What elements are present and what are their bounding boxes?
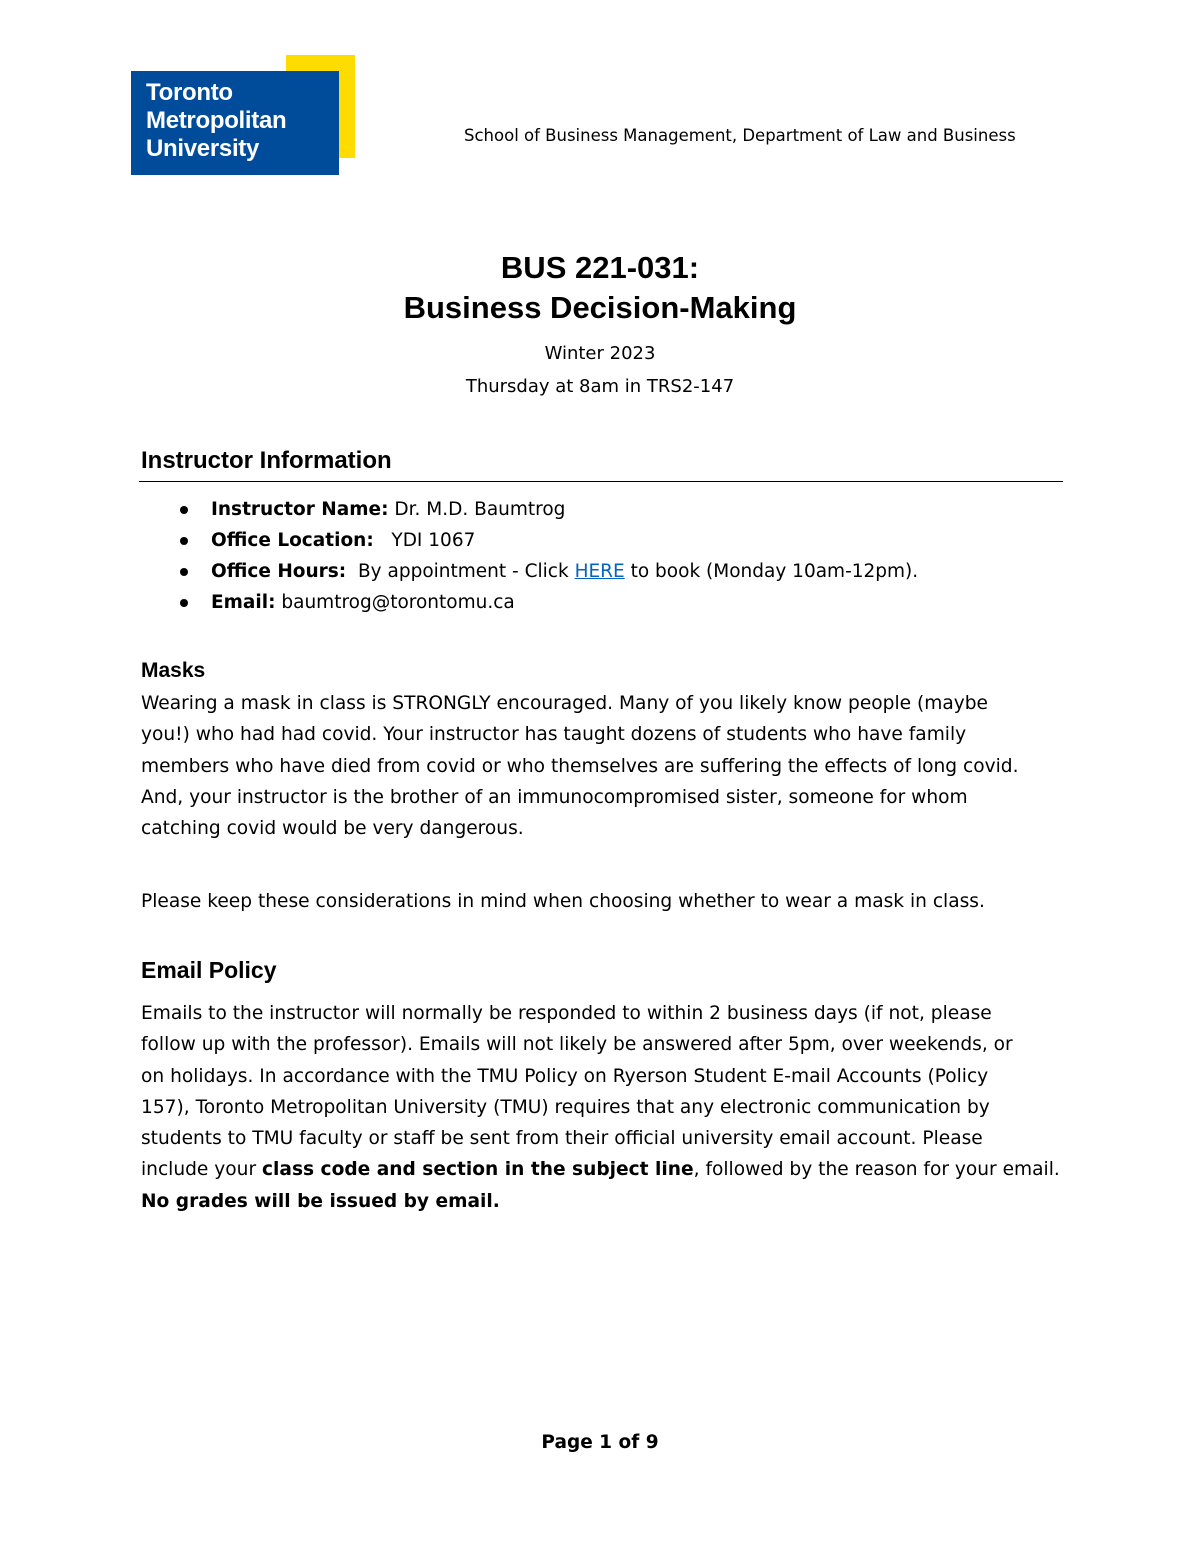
logo-line-3: University bbox=[146, 135, 260, 162]
logo-line-1: Toronto bbox=[146, 79, 233, 106]
course-schedule: Thursday at 8am in TRS2-147 bbox=[465, 376, 735, 397]
bullet-icon bbox=[180, 599, 188, 607]
masks-closing: Please keep these considerations in mind when choosing whether to wear a mask in class. bbox=[141, 891, 985, 912]
email-policy-line: students to TMU faculty or staff be sent from their official university email account. Please bbox=[141, 1128, 983, 1150]
instructor-name-label: Instructor Name: bbox=[211, 499, 389, 520]
logo-line-2: Metropolitan bbox=[146, 107, 287, 134]
instructor-heading: Instructor Information bbox=[141, 447, 392, 474]
email-policy-heading: Email Policy bbox=[141, 957, 277, 983]
course-code: BUS 221-031: bbox=[500, 250, 700, 285]
email-policy-text: include your bbox=[141, 1159, 262, 1181]
masks-line: you!) who had had covid. Your instructor has taught dozens of students who have family bbox=[141, 724, 967, 746]
email-policy-line: 157), Toronto Metropolitan University (TMU) requires that any electronic communication by bbox=[141, 1096, 990, 1118]
masks-line: Wearing a mask in class is STRONGLY encouraged. Many of you likely know people (maybe bbox=[141, 693, 988, 714]
masks-heading: Masks bbox=[141, 659, 206, 682]
no-grades-notice: No grades will be issued by email. bbox=[141, 1190, 500, 1212]
booking-link[interactable]: HERE bbox=[574, 561, 625, 582]
bullet-icon bbox=[180, 537, 188, 545]
masks-paragraph bbox=[141, 688, 1061, 844]
office-location-label: Office Location: bbox=[211, 530, 374, 551]
course-name: Business Decision-Making bbox=[403, 290, 797, 325]
logo-wordmark bbox=[146, 79, 286, 163]
masks-line: members who have died from covid or who themselves are suffering the effects of long covid. bbox=[141, 755, 1019, 777]
bullet-icon bbox=[180, 506, 188, 514]
university-logo bbox=[131, 55, 355, 175]
instructor-name-value: Dr. M.D. Baumtrog bbox=[394, 499, 566, 520]
section-divider bbox=[139, 481, 1063, 482]
office-hours-label: Office Hours: bbox=[211, 561, 347, 582]
email-policy-text: , followed by the reason for your email. bbox=[693, 1159, 1060, 1181]
email-policy-line: on holidays. In accordance with the TMU Policy on Ryerson Student E-mail Accounts (Policy bbox=[141, 1065, 989, 1087]
email-value: baumtrog@torontomu.ca bbox=[281, 592, 515, 613]
school-header: School of Business Management, Department of Law and Business bbox=[464, 126, 1016, 145]
office-hours-detail: to book (Monday 10am-12pm). bbox=[630, 561, 919, 582]
email-policy-line: follow up with the professor). Emails will not likely be answered after 5pm, over weekends, or bbox=[141, 1034, 1013, 1056]
office-location-value: YDI 1067 bbox=[391, 530, 476, 551]
page-number: Page 1 of 9 bbox=[541, 1432, 659, 1453]
email-policy-line bbox=[141, 1154, 1061, 1185]
bullet-icon bbox=[180, 568, 188, 576]
course-term: Winter 2023 bbox=[544, 343, 656, 364]
email-label: Email: bbox=[211, 592, 276, 613]
email-policy-paragraph bbox=[141, 998, 1061, 1217]
email-policy-line: Emails to the instructor will normally be responded to within 2 business days (if not, please bbox=[141, 1003, 992, 1024]
masks-line: catching covid would be very dangerous. bbox=[141, 818, 524, 840]
office-hours-text: By appointment - Click bbox=[357, 561, 569, 582]
subject-line-instruction: class code and section in the subject line bbox=[262, 1159, 694, 1181]
masks-line: And, your instructor is the brother of an immunocompromised sister, someone for whom bbox=[141, 786, 968, 808]
